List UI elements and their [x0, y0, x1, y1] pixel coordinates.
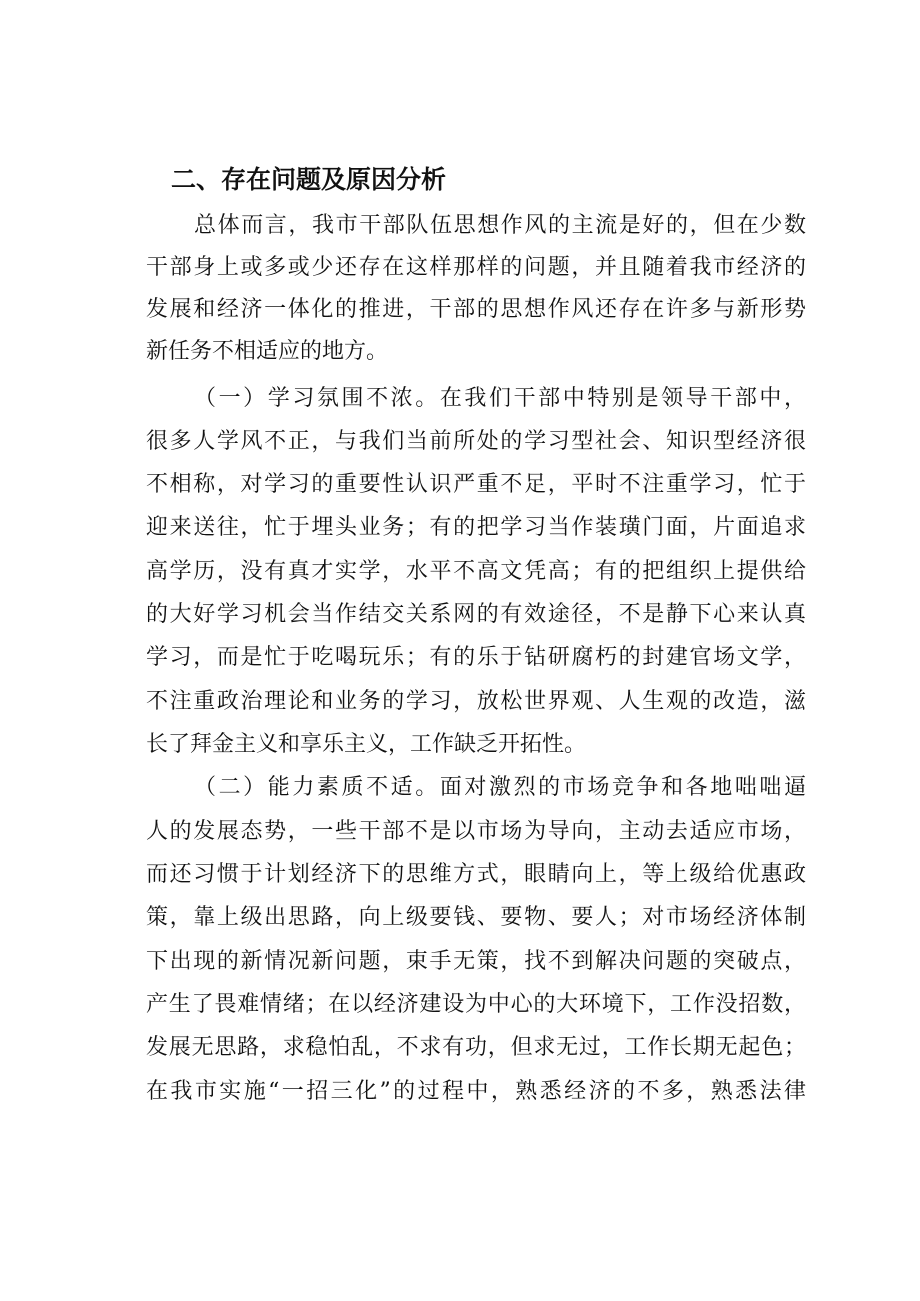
paragraph-3-line-5: 下出现的新情况新问题，束手无策，找不到解决问题的突破点， [146, 949, 806, 974]
paragraph-3-line-8: 在我市实施“一招三化”的过程中，熟悉经济的不多，熟悉法律 [146, 1079, 806, 1104]
paragraph-2-line-8: 不注重政治理论和业务的学习，放松世界观、人生观的改造，滋 [146, 689, 806, 714]
paragraph-2-line-3: 不相称，对学习的重要性认识严重不足，平时不注重学习，忙于 [146, 472, 806, 497]
paragraph-3-line-7: 发展无思路，求稳怕乱，不求有功，但求无过，工作长期无起色； [146, 1035, 806, 1060]
paragraph-2-line-9: 长了拜金主义和享乐主义，工作缺乏开拓性。 [146, 732, 587, 757]
paragraph-2-line-5: 高学历，没有真才实学，水平不高文凭高；有的把组织上提供给 [146, 559, 806, 584]
paragraph-2-line-2: 很多人学风不正，与我们当前所处的学习型社会、知识型经济很 [146, 429, 806, 454]
paragraph-3-line-4: 策，靠上级出思路，向上级要钱、要物、要人；对市场经济体制 [146, 905, 806, 930]
paragraph-3-line-1: （二）能力素质不适。面对激烈的市场竞争和各地咄咄逼 [194, 775, 806, 800]
paragraph-1-line-1: 总体而言，我市干部队伍思想作风的主流是好的，但在少数 [194, 213, 806, 238]
paragraph-2-line-6: 的大好学习机会当作结交关系网的有效途径，不是静下心来认真 [146, 602, 806, 627]
section-heading: 二、存在问题及原因分析 [171, 165, 447, 194]
paragraph-1-line-4: 新任务不相适应的地方。 [146, 339, 389, 364]
paragraph-2-line-7: 学习，而是忙于吃喝玩乐；有的乐于钻研腐朽的封建官场文学， [146, 645, 806, 670]
paragraph-2-line-1: （一）学习氛围不浓。在我们干部中特别是领导干部中， [194, 386, 806, 411]
paragraph-3-line-6: 产生了畏难情绪；在以经济建设为中心的大环境下，工作没招数， [146, 992, 806, 1017]
paragraph-1-line-2: 干部身上或多或少还存在这样那样的问题，并且随着我市经济的 [146, 255, 806, 280]
paragraph-3-line-3: 而还习惯于计划经济下的思维方式，眼睛向上，等上级给优惠政 [146, 862, 806, 887]
paragraph-3-line-2: 人的发展态势，一些干部不是以市场为导向，主动去适应市场， [146, 819, 806, 844]
paragraph-2-line-4: 迎来送往，忙于埋头业务；有的把学习当作装璜门面，片面追求 [146, 515, 806, 540]
paragraph-1-line-3: 发展和经济一体化的推进，干部的思想作风还存在许多与新形势 [146, 297, 806, 322]
